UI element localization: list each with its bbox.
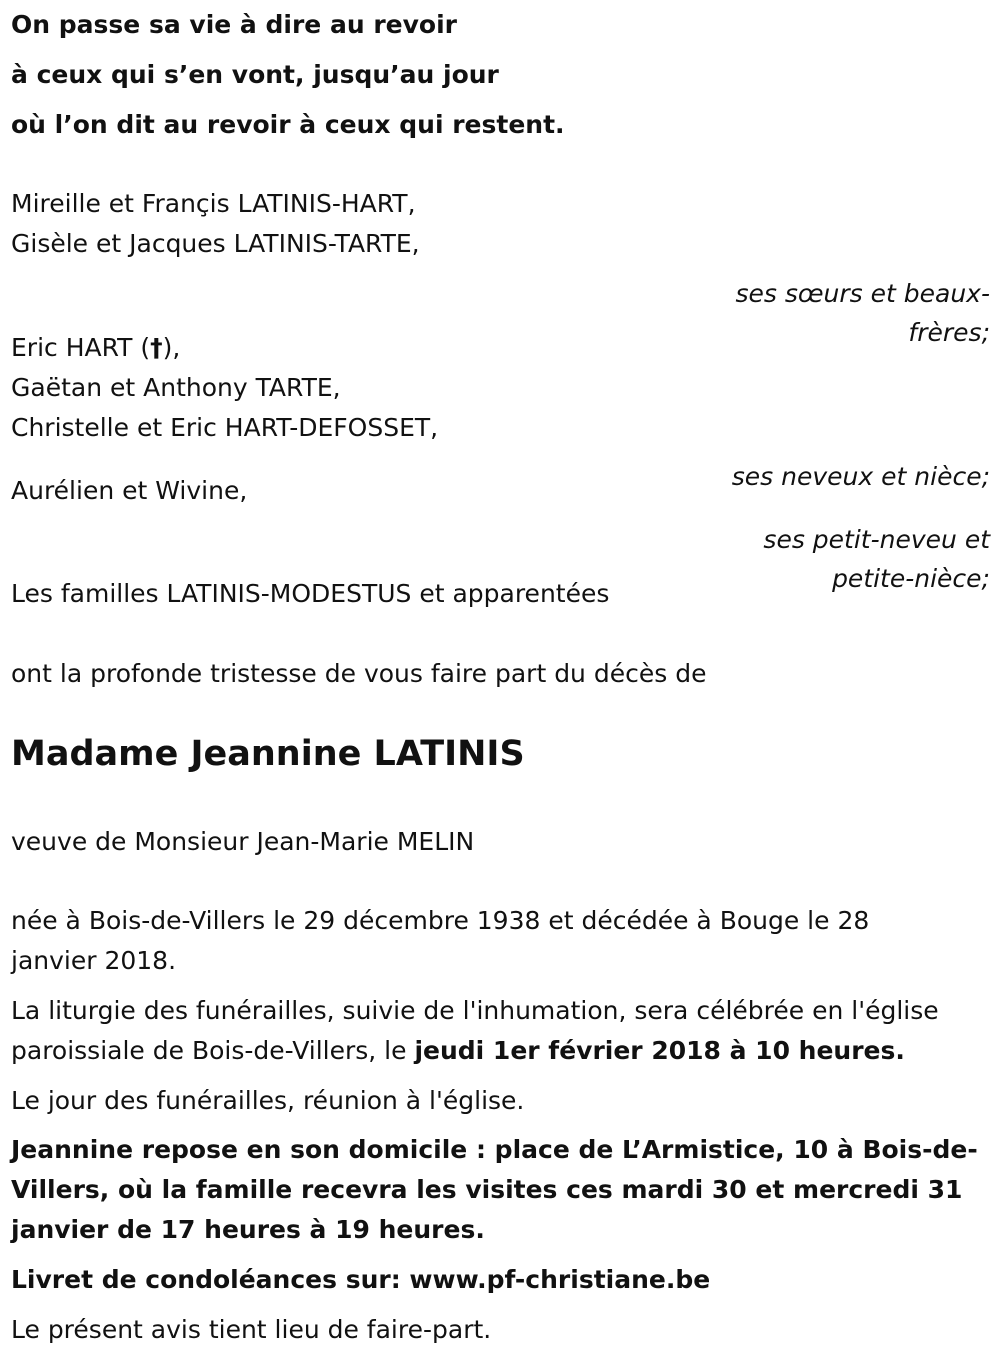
nephew-line-3: Christelle et Eric HART-DEFOSSET, [11, 413, 439, 442]
birth-death-line-2: janvier 2018. [11, 946, 177, 975]
widow-of: veuve de Monsieur Jean-Marie MELIN [11, 827, 475, 856]
quote-line-3: où l’on dit au revoir à ceux qui restent. [11, 110, 565, 139]
liturgy-place: paroissiale de Bois-de-Villers, le [11, 1036, 415, 1065]
repose-line-1: Jeannine repose en son domicile : place de L’Armistice, 10 à Bois-de- [11, 1135, 978, 1164]
families-line: Les familles LATINIS-MODESTUS et apparentées [11, 579, 610, 608]
birth-death-line-1: née à Bois-de-Villers le 29 décembre 1938 et décédée à Bouge le 28 [11, 906, 870, 935]
nephew-eric-end: ), [162, 333, 181, 362]
sibling-line-2: Gisèle et Jacques LATINIS-TARTE, [11, 229, 420, 258]
liturgy-line-1: La liturgie des funérailles, suivie de l'inhumation, sera célébrée en l'église [11, 996, 939, 1025]
nephew-line-2: Gaëtan et Anthony TARTE, [11, 373, 341, 402]
announcement: ont la profonde tristesse de vous faire part du décès de [11, 659, 707, 688]
nephew-eric-name: Eric HART ( [11, 333, 151, 362]
grand-nephews-relation-line-1: ses petit-neveu et [763, 525, 990, 554]
condolences-line: Livret de condoléances sur: www.pf-christiane.be [11, 1265, 711, 1294]
quote-line-2: à ceux qui s’en vont, jusqu’au jour [11, 60, 499, 89]
nephews-relation: ses neveux et nièce; [731, 462, 990, 491]
quote-line-1: On passe sa vie à dire au revoir [11, 10, 457, 39]
liturgy-date: jeudi 1er février 2018 à 10 heures. [414, 1036, 905, 1065]
siblings-relation-line-1: ses sœurs et beaux- [735, 279, 990, 308]
repose-line-2: Villers, où la famille recevra les visites ces mardi 30 et mercredi 31 [11, 1175, 963, 1204]
grand-nephews-relation-line-2: petite-nièce; [832, 564, 990, 593]
sibling-line-1: Mireille et Françis LATINIS-HART, [11, 189, 416, 218]
meeting-line: Le jour des funérailles, réunion à l'église. [11, 1086, 525, 1115]
repose-line-3: janvier de 17 heures à 19 heures. [11, 1215, 485, 1244]
deceased-cross-icon: † [150, 333, 163, 362]
liturgy-line-2 [11, 1036, 905, 1066]
siblings-relation-line-2: frères; [908, 318, 990, 347]
deceased-name: Madame Jeannine LATINIS [11, 734, 525, 774]
nephew-line-eric [11, 333, 180, 363]
notice-line: Le présent avis tient lieu de faire-part. [11, 1315, 492, 1344]
grand-nephews-line: Aurélien et Wivine, [11, 476, 248, 505]
